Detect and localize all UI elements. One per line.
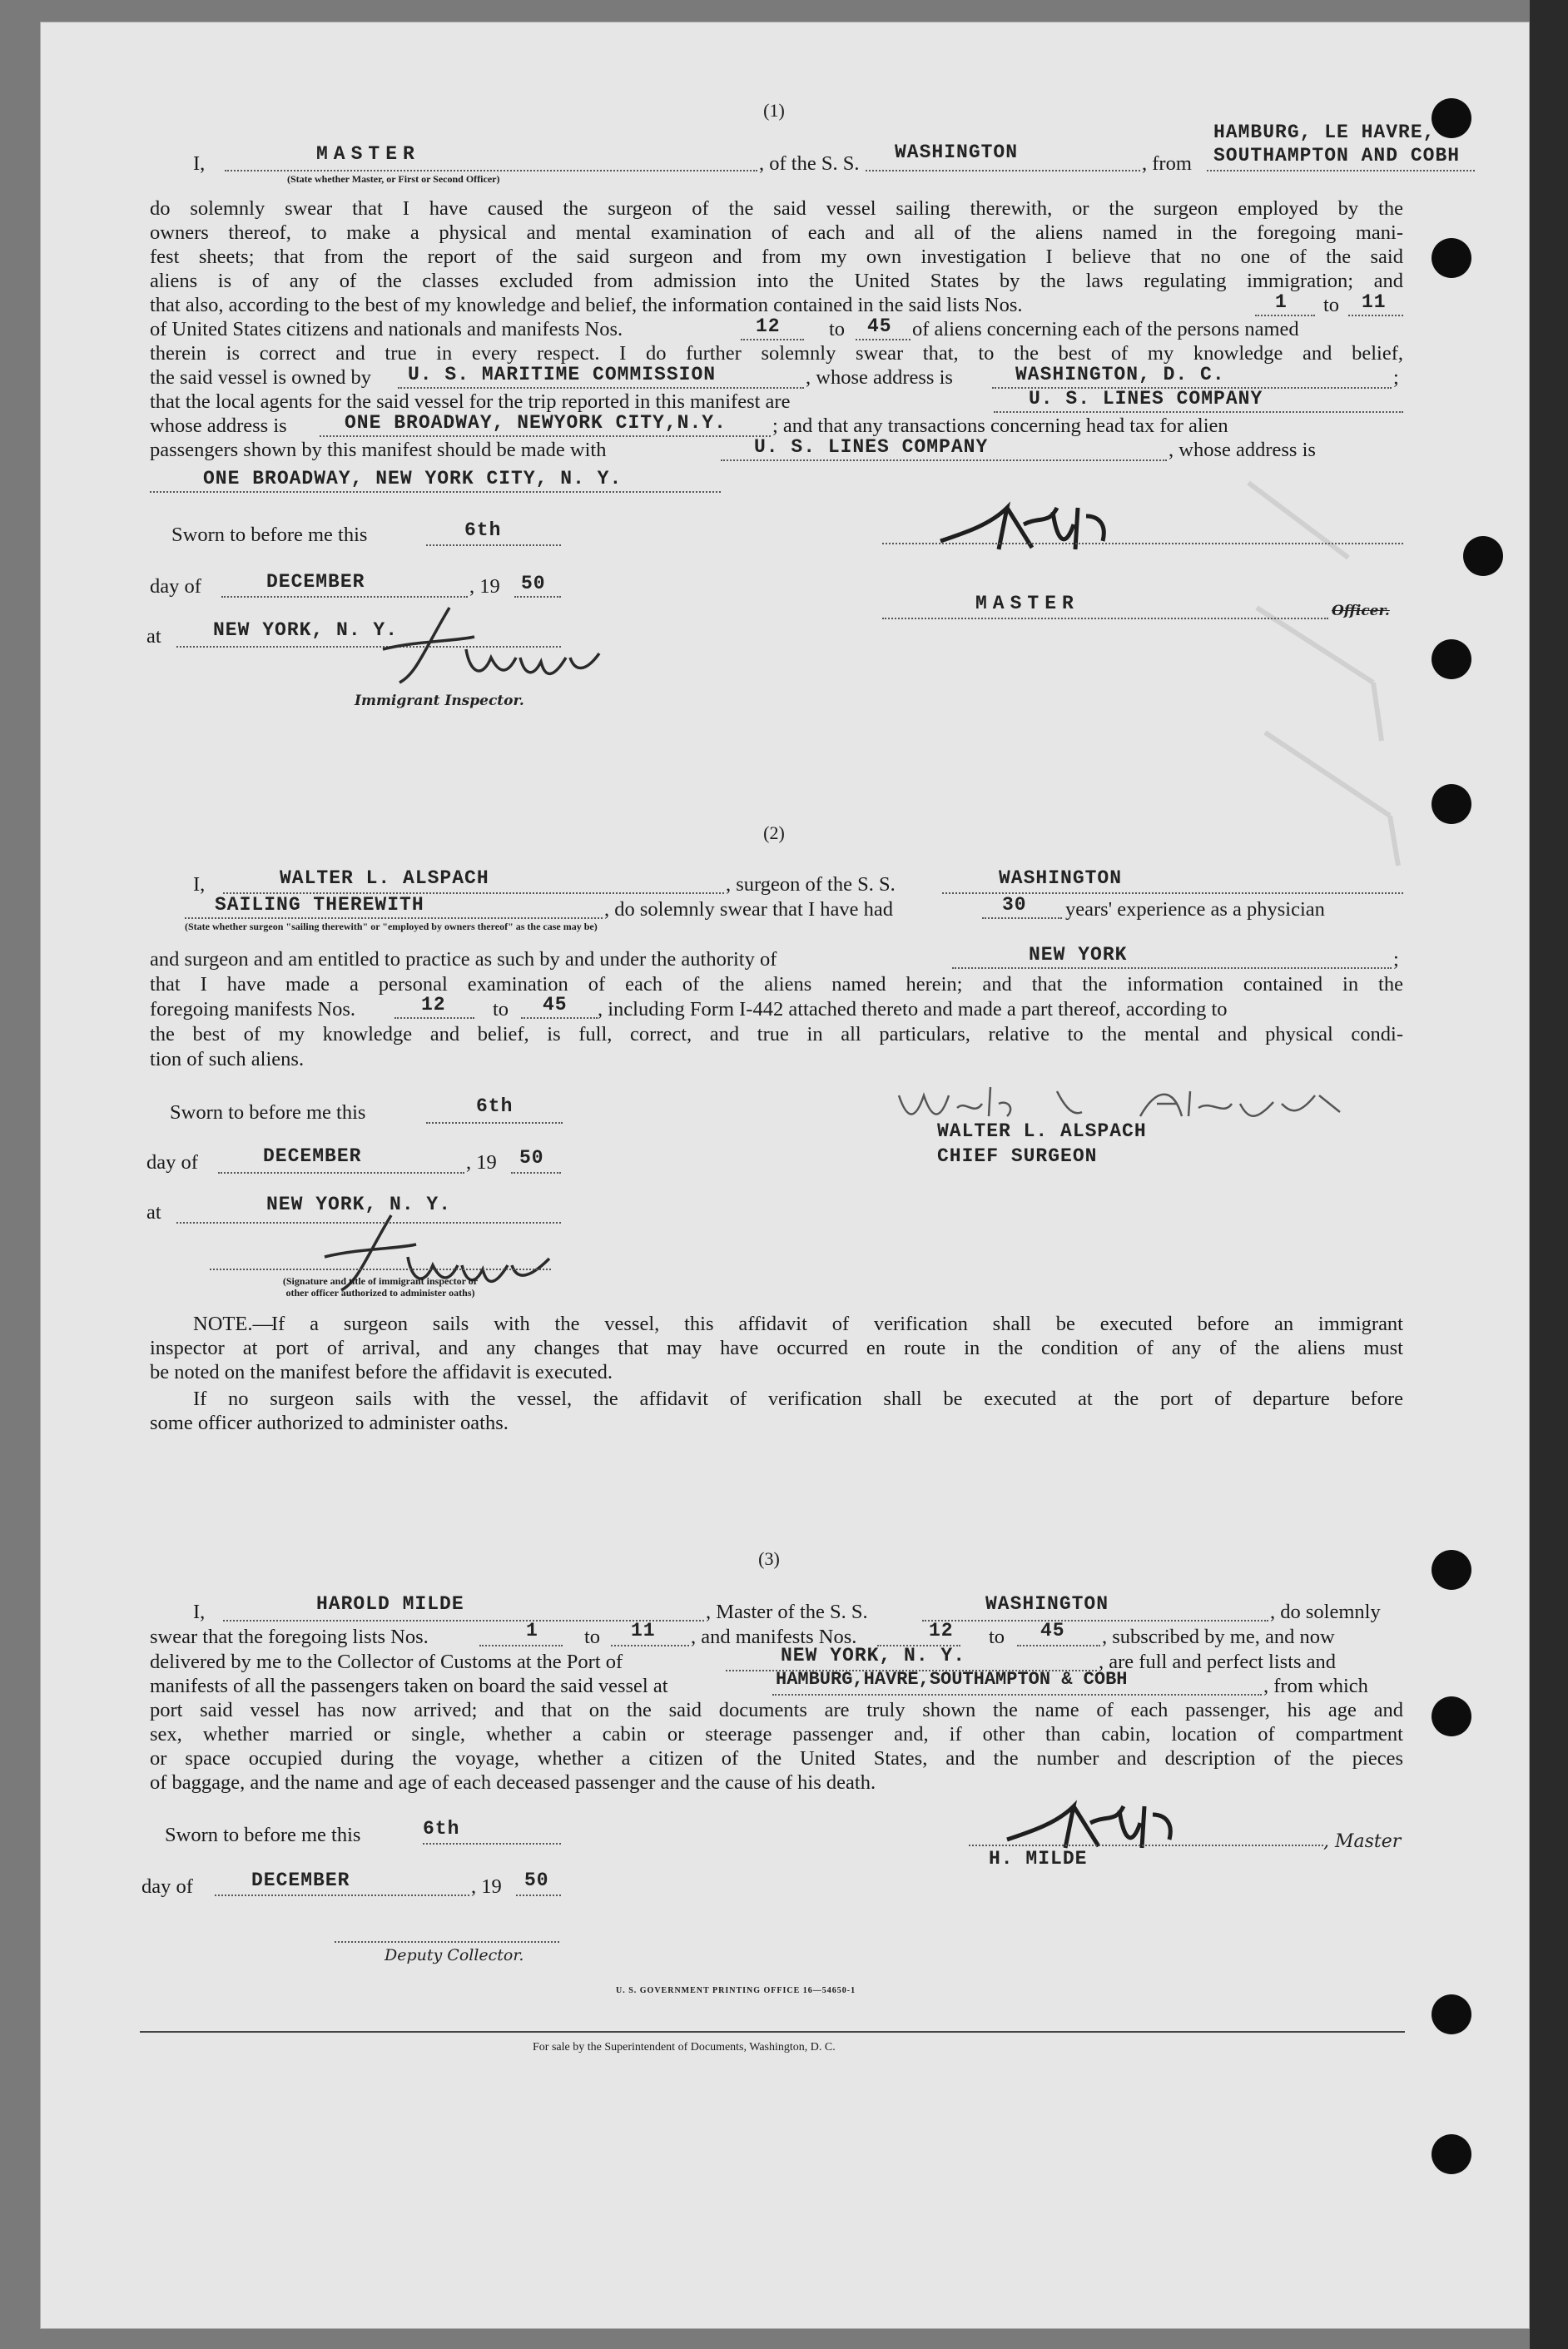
s1-from-line2: SOUTHAMPTON AND COBH bbox=[1213, 145, 1461, 166]
s3-lists-from: 1 bbox=[526, 1620, 538, 1641]
s3-master-of-label: , Master of the S. S. bbox=[706, 1601, 868, 1623]
scanner-edge bbox=[1530, 0, 1568, 2349]
punch-hole bbox=[1432, 1994, 1471, 2034]
s1-owned-by-label: the said vessel is owned by bbox=[150, 366, 372, 389]
s1-day-of-label: day of bbox=[150, 575, 201, 598]
s3-master-name: HAROLD MILDE bbox=[316, 1593, 464, 1615]
note-line-1: If a surgeon sails with the vessel, this affidavit of verification shall be executed before an immigrant bbox=[271, 1313, 1403, 1335]
s3-to-label-2: to bbox=[989, 1626, 1005, 1648]
s1-vessel-value: WASHINGTON bbox=[895, 142, 1019, 163]
s2-signer-title: CHIEF SURGEON bbox=[937, 1145, 1098, 1167]
s1-agents-blank bbox=[994, 411, 1403, 413]
s2-i-label: I, bbox=[193, 873, 206, 896]
s1-from-line1: HAMBURG, LE HAVRE, bbox=[1213, 122, 1436, 143]
s2-sworn-label: Sworn to before me this bbox=[170, 1101, 366, 1124]
s2-sworn-day: 6th bbox=[476, 1095, 514, 1117]
s2-at-label: at bbox=[146, 1201, 161, 1224]
s3-para-line: port said vessel has now arrived; and that on the said documents are truly shown the name of each passenger, his age and bbox=[150, 1699, 1403, 1721]
s1-head-tax-label: ; and that any transactions concerning head tax for alien bbox=[772, 415, 1228, 437]
s1-sworn-day-blank bbox=[426, 544, 561, 546]
s1-line6a: of United States citizens and nationals and manifests Nos. bbox=[150, 318, 623, 340]
s1-title-blank bbox=[882, 618, 1328, 619]
s2-line-tion: tion of such aliens. bbox=[150, 1048, 305, 1070]
s2-year-suffix: 50 bbox=[519, 1147, 544, 1169]
s1-year-prefix: , 19 bbox=[469, 575, 500, 598]
s3-lists-to: 11 bbox=[631, 1620, 656, 1641]
section-1-number: (1) bbox=[763, 100, 785, 121]
s3-day-of-label: day of bbox=[141, 1875, 193, 1898]
s3-sworn-day: 6th bbox=[423, 1818, 460, 1840]
s2-years-label: years' experience as a physician bbox=[1065, 898, 1325, 921]
s1-to-label: to bbox=[1323, 294, 1340, 316]
s2-month: DECEMBER bbox=[263, 1145, 362, 1167]
s1-owner: U. S. MARITIME COMMISSION bbox=[408, 364, 717, 385]
s1-officer-struck: Officer. bbox=[1332, 603, 1390, 619]
inspector-signature-1 bbox=[366, 599, 616, 699]
s1-tax-agent: U. S. LINES COMPANY bbox=[754, 436, 989, 458]
s1-from-blank bbox=[1207, 170, 1475, 171]
s1-para-line: aliens is of any of the classes excluded from admission into the United States by the laws regulating immigration; and bbox=[150, 270, 1403, 292]
s1-lists-from: 1 bbox=[1275, 291, 1288, 313]
s2-authority: NEW YORK bbox=[1029, 944, 1128, 966]
s1-officer-blank bbox=[225, 170, 757, 171]
s3-collector-signature-line bbox=[335, 1941, 559, 1943]
s2-semicolon: ; bbox=[1393, 948, 1399, 971]
s1-month: DECEMBER bbox=[266, 571, 365, 593]
s1-owner-address: WASHINGTON, D. C. bbox=[1015, 364, 1225, 385]
s2-years-blank bbox=[982, 917, 1062, 919]
s1-master-signature-line bbox=[882, 543, 1403, 544]
s1-signer-title: MASTER bbox=[975, 593, 1079, 614]
s1-line7: therein is correct and true in every respect. I do further solemnly swear that, to the best of my knowledge and belief, bbox=[150, 342, 1403, 365]
s1-tax-address: ONE BROADWAY, NEW YORK CITY, N. Y. bbox=[203, 468, 623, 489]
s3-manifests-label: , and manifests Nos. bbox=[691, 1626, 857, 1648]
s3-para-line: or space occupied during the voyage, whether a citizen of the United States, and the number and description of the pieces bbox=[150, 1747, 1403, 1770]
s3-swear-label: swear that the foregoing lists Nos. bbox=[150, 1626, 429, 1648]
s1-sworn-day: 6th bbox=[464, 519, 502, 541]
s1-para-line: owners thereof, to make a physical and mental examination of each and all of the aliens named in the foregoing mani- bbox=[150, 221, 1403, 244]
s3-collector-caption: Deputy Collector. bbox=[385, 1946, 524, 1964]
s1-from-label: , from bbox=[1142, 152, 1192, 175]
s1-passengers-label: passengers shown by this manifest should be made with bbox=[150, 439, 607, 461]
s3-vessel: WASHINGTON bbox=[985, 1593, 1109, 1615]
s1-tax-agent-blank bbox=[721, 459, 1167, 461]
s2-year-prefix: , 19 bbox=[466, 1151, 497, 1174]
s1-manifests-to-blank bbox=[856, 339, 911, 340]
punch-hole bbox=[1432, 1696, 1471, 1736]
s1-month-blank bbox=[221, 596, 468, 598]
s2-line-exam: that I have made a personal examination of each of the aliens named herein; and that the information contained in the bbox=[150, 973, 1403, 996]
s1-whose-address-label-2: , whose address is bbox=[1169, 439, 1316, 461]
s2-place: NEW YORK, N. Y. bbox=[266, 1194, 452, 1215]
s3-manifests-from: 12 bbox=[929, 1620, 954, 1641]
s1-tax-address-blank bbox=[150, 491, 721, 493]
s2-signer-name: WALTER L. ALSPACH bbox=[937, 1120, 1147, 1142]
sale-notice: For sale by the Superintendent of Documents, Washington, D. C. bbox=[533, 2041, 836, 2054]
s2-manifests-to: 45 bbox=[543, 994, 568, 1016]
s1-para-line: do solemnly swear that I have caused the surgeon of the said vessel sailing therewith, or the surgeon employed by the bbox=[150, 197, 1403, 220]
s3-subscribed: , subscribed by me, and now bbox=[1102, 1626, 1335, 1648]
s2-foregoing-label: foregoing manifests Nos. bbox=[150, 998, 355, 1021]
s3-year-prefix: , 19 bbox=[471, 1875, 502, 1898]
punch-hole bbox=[1432, 238, 1471, 278]
s3-i-label: I, bbox=[193, 1601, 206, 1623]
s3-to-label: to bbox=[584, 1626, 601, 1648]
s3-delivered-label: delivered by me to the Collector of Customs at the Port of bbox=[150, 1651, 623, 1673]
s1-whose-address-label: , whose address is bbox=[806, 366, 953, 389]
s1-vessel-blank bbox=[866, 170, 1140, 171]
s3-master-signature-line bbox=[969, 1845, 1323, 1846]
s1-lists-to-blank bbox=[1348, 315, 1403, 316]
note-line-3: be noted on the manifest before the affidavit is executed. bbox=[150, 1361, 613, 1383]
s1-agents-address: ONE BROADWAY, NEWYORK CITY,N.Y. bbox=[345, 412, 727, 434]
s3-month-blank bbox=[215, 1895, 469, 1896]
s3-lists-from-blank bbox=[479, 1645, 563, 1646]
s2-capacity: SAILING THEREWITH bbox=[215, 894, 424, 916]
s3-from-which: , from which bbox=[1263, 1675, 1368, 1697]
s3-master-caption: , Master bbox=[1323, 1831, 1402, 1852]
s3-month: DECEMBER bbox=[251, 1870, 350, 1891]
footer-rule bbox=[140, 2031, 1405, 2033]
s3-para-line: sex, whether married or single, whether a cabin or steerage passenger and, if other than cabin, location of compartment bbox=[150, 1723, 1403, 1746]
s2-manifests-from: 12 bbox=[421, 994, 446, 1016]
s2-to-label: to bbox=[493, 998, 509, 1021]
s1-lists-from-blank bbox=[1255, 315, 1315, 316]
s3-year-suffix: 50 bbox=[524, 1870, 549, 1891]
s2-day-of-label: day of bbox=[146, 1151, 198, 1174]
s3-manifests-of: manifests of all the passengers taken on board the said vessel at bbox=[150, 1675, 668, 1697]
s3-lists-to-blank bbox=[611, 1645, 689, 1646]
s3-ports: HAMBURG,HAVRE,SOUTHAMPTON & COBH bbox=[776, 1669, 1128, 1690]
s2-capacity-caption: (State whether surgeon "sailing therewith" or "employed by owners thereof" as the case may be) bbox=[185, 921, 598, 932]
s1-manifests-from: 12 bbox=[756, 315, 781, 337]
s2-surgeon: WALTER L. ALSPACH bbox=[280, 867, 489, 889]
s3-full-label: , are full and perfect lists and bbox=[1099, 1651, 1337, 1673]
s1-i-label: I, bbox=[193, 152, 206, 175]
s2-inspector-caption-1: (Signature and title of immigrant inspector or bbox=[282, 1275, 479, 1287]
s1-agents-address-blank bbox=[320, 435, 771, 437]
s1-year-blank bbox=[514, 596, 561, 598]
s2-years: 30 bbox=[1002, 894, 1027, 916]
punch-hole bbox=[1432, 98, 1471, 138]
s1-manifests-to: 45 bbox=[867, 315, 892, 337]
s2-capacity-blank bbox=[185, 917, 603, 919]
s3-para-line: of baggage, and the name and age of each deceased passenger and the cause of his death. bbox=[150, 1771, 876, 1794]
s1-at-label: at bbox=[146, 625, 161, 648]
s1-inspector-caption: Immigrant Inspector. bbox=[355, 693, 524, 709]
s1-officer-value: MASTER bbox=[316, 143, 420, 165]
note-label: NOTE.— bbox=[193, 1313, 273, 1335]
s1-line6b: of aliens concerning each of the persons named bbox=[912, 318, 1299, 340]
s1-semicolon: ; bbox=[1393, 366, 1399, 389]
s3-sworn-label: Sworn to before me this bbox=[165, 1824, 361, 1846]
s1-para-line: fest sheets; that from the report of the said surgeon and from my own investigation I believe that no one of the said bbox=[150, 246, 1403, 268]
s1-manifests-from-blank bbox=[741, 339, 804, 340]
s1-agents-label: that the local agents for the said vessel for the trip reported in this manifest are bbox=[150, 390, 791, 413]
note-line-5: some officer authorized to administer oaths. bbox=[150, 1412, 509, 1434]
s1-of-ss-label: , of the S. S. bbox=[759, 152, 860, 175]
s3-port: NEW YORK, N. Y. bbox=[781, 1645, 966, 1666]
s3-sworn-day-blank bbox=[423, 1843, 561, 1845]
section-2-number: (2) bbox=[763, 822, 785, 843]
punch-hole bbox=[1432, 2134, 1471, 2174]
punch-hole bbox=[1432, 1550, 1471, 1590]
s3-ports-blank bbox=[772, 1694, 1262, 1696]
punch-hole bbox=[1432, 784, 1471, 824]
gpo-imprint: U. S. GOVERNMENT PRINTING OFFICE 16—54650-1 bbox=[616, 1986, 856, 1995]
s3-do-solemnly: , do solemnly bbox=[1270, 1601, 1381, 1623]
s3-year-blank bbox=[516, 1895, 561, 1896]
s1-sworn-label: Sworn to before me this bbox=[171, 524, 368, 546]
s3-manifests-to: 45 bbox=[1040, 1620, 1065, 1641]
s1-year-suffix: 50 bbox=[521, 573, 546, 594]
s2-authority-blank bbox=[952, 967, 1392, 969]
section-3-number: (3) bbox=[758, 1548, 780, 1569]
s1-place: NEW YORK, N. Y. bbox=[213, 619, 399, 641]
s1-owner-blank bbox=[398, 387, 804, 389]
s2-inspector-signature-line bbox=[210, 1269, 551, 1270]
punch-hole bbox=[1432, 639, 1471, 679]
s2-vessel: WASHINGTON bbox=[999, 867, 1123, 889]
s1-agents-address-label: whose address is bbox=[150, 415, 287, 437]
s3-signer-name: H. MILDE bbox=[989, 1848, 1088, 1870]
s2-manifests-to-blank bbox=[521, 1017, 598, 1019]
s2-month-blank bbox=[218, 1172, 464, 1174]
s2-line-best: the best of my knowledge and belief, is full, correct, and true in all particulars, relative to the mental and physical condi- bbox=[150, 1023, 1403, 1045]
s2-form-label: , including Form I-442 attached thereto and made a part thereof, according to bbox=[598, 998, 1228, 1021]
s2-year-blank bbox=[511, 1172, 561, 1174]
s2-swear-label: , do solemnly swear that I have had bbox=[604, 898, 893, 921]
s2-inspector-caption-2: other officer authorized to administer oaths) bbox=[285, 1287, 475, 1299]
s2-sworn-day-blank bbox=[426, 1122, 563, 1124]
s2-authority-label: and surgeon and am entitled to practice as such by and under the authority of bbox=[150, 948, 777, 971]
master-signature-1 bbox=[932, 491, 1132, 566]
s1-officer-caption: (State whether Master, or First or Second Officer) bbox=[287, 173, 500, 185]
note-line-4: If no surgeon sails with the vessel, the affidavit of verification shall be executed at the port of departure before bbox=[193, 1388, 1403, 1410]
s1-to-label-2: to bbox=[829, 318, 846, 340]
s1-para-line: that also, according to the best of my knowledge and belief, the information contained in the said lists Nos. bbox=[150, 294, 1023, 316]
s2-surgeon-of-label: , surgeon of the S. S. bbox=[726, 873, 896, 896]
punch-hole bbox=[1463, 536, 1503, 576]
s3-vessel-blank bbox=[922, 1620, 1268, 1621]
s1-agents: U. S. LINES COMPANY bbox=[1029, 388, 1263, 410]
note-line-2: inspector at port of arrival, and any changes that may have occurred en route in the condition of any of the aliens must bbox=[150, 1337, 1403, 1359]
s1-lists-to: 11 bbox=[1362, 291, 1387, 313]
s2-manifests-from-blank bbox=[394, 1017, 474, 1019]
s3-manifests-to-blank bbox=[1017, 1645, 1100, 1646]
